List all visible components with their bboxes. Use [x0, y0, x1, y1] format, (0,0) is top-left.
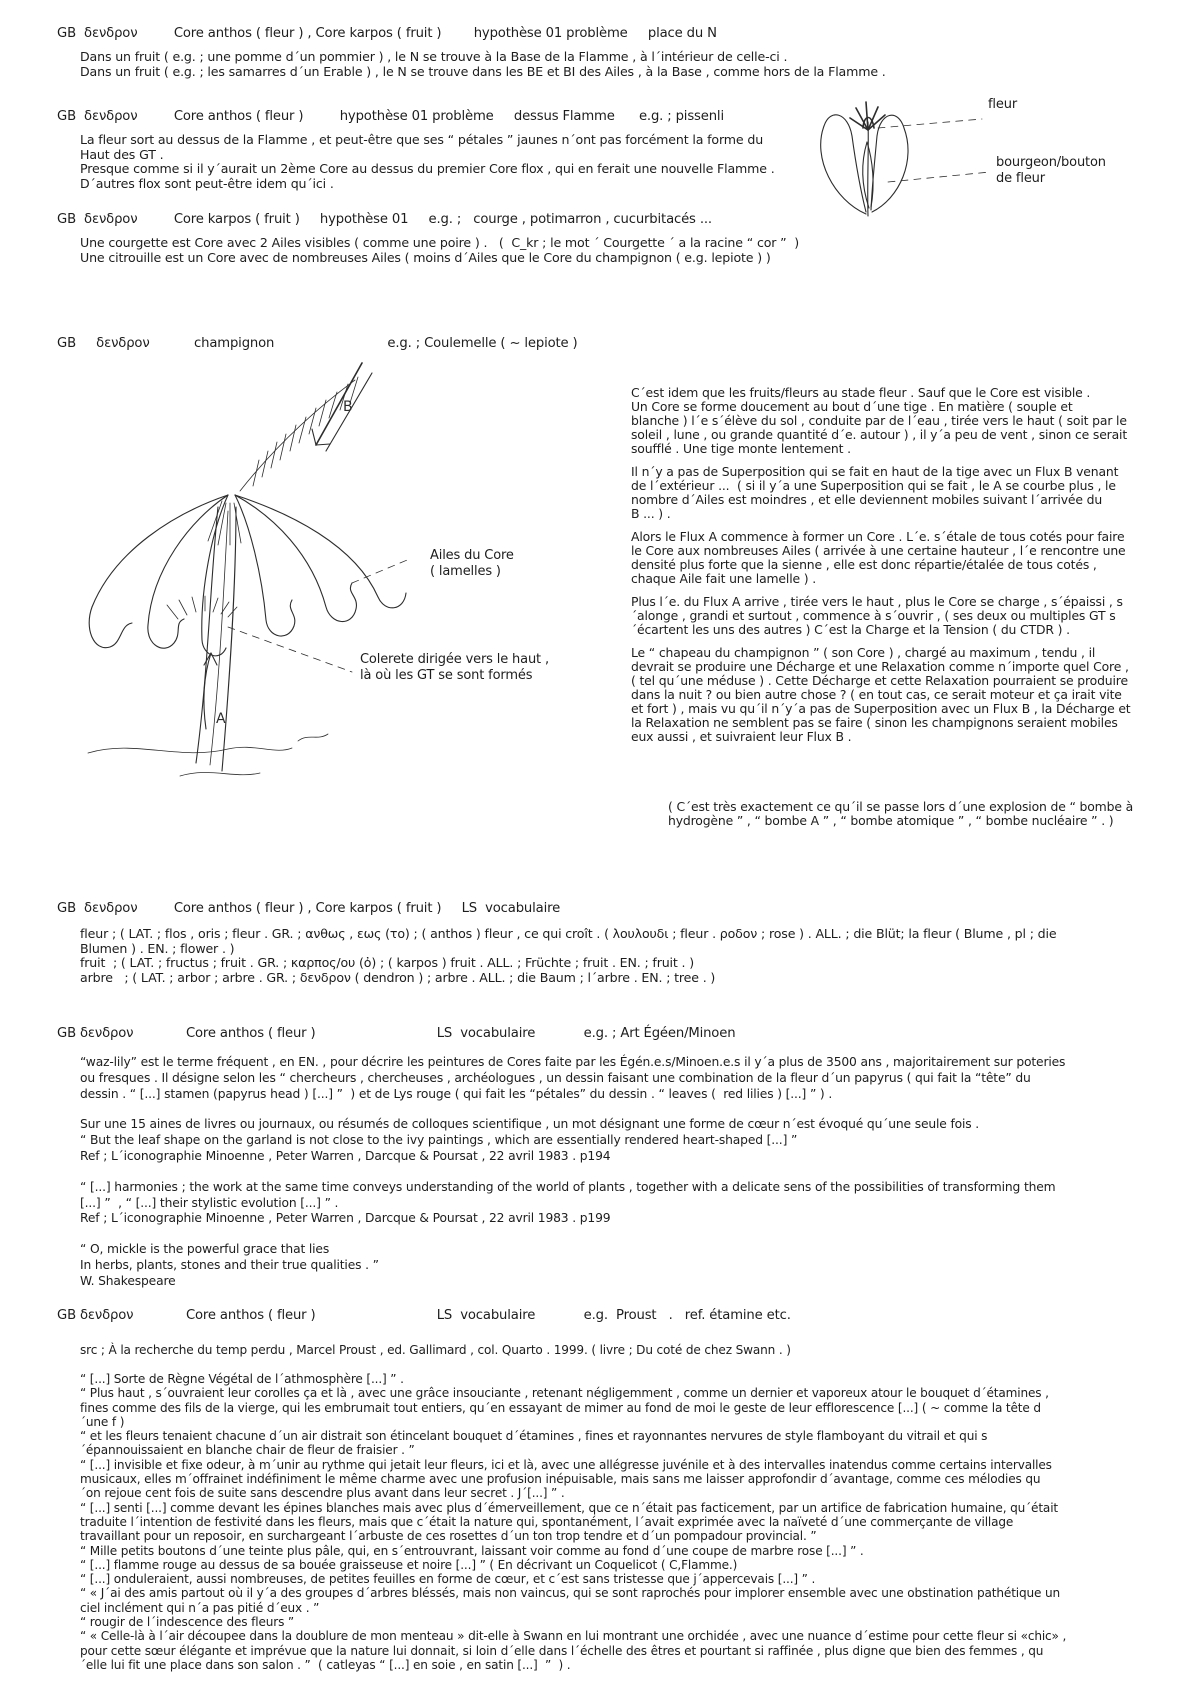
section-vocabulaire-fleur-fruit: [57, 901, 1056, 985]
text-line: ´une f ): [80, 1414, 125, 1429]
bomb-note: [668, 800, 1188, 828]
paragraph: [631, 646, 1183, 744]
text-line: “ [...] onduleraient, aussi nombreuses, de petites feuilles en forme de cœur, et c´est sans tristesse que j´appercevais [...] ” .: [80, 1572, 816, 1587]
leader-colerete: [228, 627, 352, 672]
section-body: [80, 927, 1056, 985]
text-line: ´on rejoue cent fois de suite sans descendre plus avant dans leur secret . J´[...] ” .: [80, 1486, 565, 1501]
text-line: Une citrouille est un Core avec de nombreuses Ailes ( moins d´Ailes que le Core du champignon ( e.g. lepiote ) ): [80, 249, 771, 265]
text-line: ciel inclément qui n´a pas pitié d´eux . ”: [80, 1600, 320, 1615]
flux-b-arrow: [316, 363, 362, 445]
flower-left-leaf: [821, 115, 866, 214]
mushroom-sketch: [60, 345, 600, 790]
proust-quotes: [80, 1372, 1192, 1672]
text-line: D´autres flox sont peut-être idem qu´ici .: [80, 175, 334, 191]
text-line: ´épannouissaient en blanche chair de fleur de fraisier . ”: [80, 1443, 415, 1458]
section-header: GB δενδρον Core anthos ( fleur ) , Core karpos ( fruit ) LS vocabulaire: [57, 901, 561, 916]
cap-lobe-left-inner: [202, 495, 228, 656]
paragraph: [631, 386, 1183, 456]
text-line: eux aussi , et suivraient leur Flux B .: [631, 729, 852, 744]
text-line: dessin . “ [...] stamen (papyrus head ) [...] ” ) et de Lys rouge ( qui fait les “pétales” du dessin . “ leaves ( red lilies ) [...] ” ) .: [80, 1086, 833, 1101]
text-line: Dans un fruit ( e.g. ; une pomme d´un pommier ) , le N se trouve à la Base de la Flamme , à l´intérieur de celle-ci .: [80, 49, 788, 64]
section-place-du-n: [57, 26, 886, 79]
cap-lobe-right-mid: [235, 495, 356, 622]
section-body: [80, 50, 886, 79]
champignon-text-column: [631, 386, 1183, 753]
text-line: “waz-lily” est le terme fréquent , en EN. , pour décrire les peintures de Cores faite par les Égén.e.s/Minoen.e.s il y´a plus de 3500 ans , majoritairement sur poteries: [80, 1055, 1066, 1069]
paragraph: [631, 595, 1183, 637]
mushroom-label-colerete-line2: là où les GT se sont formés: [360, 668, 533, 683]
section-header: GB δενδρον Core karpos ( fruit ) hypothèse 01 e.g. ; courge , potimarron , cucurbitacés ...: [57, 212, 712, 227]
paragraph: [80, 1180, 1065, 1227]
cap-lobe-right-inner: [235, 495, 295, 636]
section-proust: [57, 1308, 791, 1324]
paragraph: [80, 1055, 1065, 1102]
text-line: Alors le Flux A commence à former un Core . L´e. s´étale de tous cotés pour faire: [631, 529, 1125, 544]
text-line: Ref ; L´iconographie Minoenne , Peter Warren , Darcque & Poursat , 22 avril 1983 . p194: [80, 1148, 611, 1163]
text-line: la Relaxation ne semblent pas se faire ( sinon les champignons seraient mobiles: [631, 715, 1118, 730]
leader-fleur: [878, 119, 982, 128]
text-line: Sur une 15 aines de livres ou journaux, ou résumés de colloques scientifique , un mot désignant une forme de cœur n´est évoqué qu´une seule fois .: [80, 1117, 980, 1132]
text-line: musicaux, elles m´offrainet indéfiniment le même charme avec une profusion inépuisable, mais sans me laisser approfondir d´avantage, comme ces mélodies qu: [80, 1472, 1041, 1487]
cap-lobe-left-outer: [89, 495, 228, 648]
text-line: Le “ chapeau du champignon ” ( son Core ) , chargé au maximum , tendu , il: [631, 645, 1096, 660]
text-line: Presque comme si il y´aurait un 2ème Core au dessus du premier Core flox , qui en ferait une nouvelle Flamme .: [80, 161, 775, 177]
text-line: hydrogène ” , “ bombe A ” , “ bombe atomique ” , “ bombe nucléaire ” . ): [668, 813, 1114, 828]
text-line: “ [...] flamme rouge au dessus de sa bouée graisseuse et noire [...] ” ( En décrivant un Coquelicot ( C,Flamme.): [80, 1557, 738, 1572]
section-header: GB δενδρον Core anthos ( fleur ) LS vocabulaire e.g. Proust . ref. étamine etc.: [57, 1308, 791, 1323]
text-line: [...] ” , “ [...] their stylistic evolution [...] ” .: [80, 1195, 339, 1210]
flux-b-label: B: [343, 399, 353, 415]
paragraph: [80, 1117, 1065, 1164]
text-line: fruit ; ( LAT. ; fructus ; fruit . GR. ; καρπος/ου (ὀ) ; ( karpos ) fruit . ALL. ; Früchte ; fruit . EN. ; fruit . ): [80, 955, 695, 971]
text-line: de l´extérieur ... ( si il y´a une Superposition qui se fait , le A se courbe plus , le: [631, 478, 1116, 493]
text-line: Ref ; L´iconographie Minoenne , Peter Warren , Darcque & Poursat , 22 avril 1983 . p199: [80, 1211, 611, 1226]
mushroom-label-ailes-line2: ( lamelles ): [430, 564, 501, 579]
text-line: W. Shakespeare: [80, 1273, 176, 1288]
stem-right-edge: [222, 507, 236, 771]
flux-a-label: A: [216, 711, 226, 727]
section-body: [80, 133, 775, 191]
flower-label-bourgeon-line1: bourgeon/bouton: [996, 155, 1106, 170]
text-line: arbre ; ( LAT. ; arbor ; arbre . GR. ; δενδρον ( dendron ) ; arbre . ALL. ; die Baum ; l´arbre . EN. ; tree . ): [80, 969, 716, 985]
text-line: “ « J´ai des amis partout où il y´a des groupes d´arbres bléssés, mais non vaincus, qui se sont raprochés pour implorer ensemble avec une obstination pathétique un: [80, 1586, 1061, 1601]
text-line: travaillant pour un reposoir, en surchargeant l´arbuste de ces rosettes d´un ton trop tendre et d´un pompadour provincial. ”: [80, 1529, 817, 1544]
flux-b-band: [240, 380, 355, 491]
proust-source: [80, 1343, 1190, 1357]
text-line: “ But the leaf shape on the garland is not close to the ivy paintings , which are essentially rendered heart-shaped [...] ”: [80, 1133, 798, 1148]
text-line: ( tel qu´une méduse ) . Cette Décharge et cette Relaxation pourraient se produire: [631, 673, 1128, 688]
text-line: soleil , lune , ou grande quantité d´e. autour ) , il y´a peu de vent , sinon ce serait: [631, 427, 1128, 442]
text-line: Plus l´e. du Flux A arrive , tirée vers le haut , plus le Core se charge , s´épaissi , s: [631, 594, 1123, 609]
text-line: “ [...] harmonies ; the work at the same time conveys understanding of the world of plants , together with a delicate sens of the possibilities of transforming them: [80, 1179, 1056, 1194]
text-line: “ Mille petits boutons d´une teinte plus pâle, qui, en s´entrouvrant, laissant voir comme au fond d´une coupe de marbre rose [...] ” .: [80, 1543, 864, 1558]
text-line: Blumen ) . EN. ; flower . ): [80, 940, 235, 956]
text-line: blanche ) l´e s´élève du sol , conduite par de l´eau , tirée vers le haut ( soit par le: [631, 413, 1127, 428]
text-line: ´alonge , grandi et surtout , commence à s´ouvrir , ( ses deux ou multiples GT s: [631, 608, 1116, 623]
mushroom-label-colerete-line1: Colerete dirigée vers le haut ,: [360, 652, 549, 667]
section-dessus-flamme: [57, 109, 775, 191]
flux-a-arrow: [204, 653, 211, 729]
text-line: chaque Aile fait une lamelle ) .: [631, 571, 817, 586]
text-line: pour cette sœur élégante et imprévue que la nature lui donnait, si loin d´elle dans l´échelle des êtres et pourtant si raffinée , plus digne que bien des femmes , qu: [80, 1643, 1044, 1658]
text-line: ´elle lui fit une place dans son salon . ” ( catleyas “ [...] en soie , en satin [...] ” ) .: [80, 1657, 571, 1672]
text-line: et fort ) , mais vu qu´il n´y´a pas de Superposition avec un Flux B , la Décharge et: [631, 701, 1131, 716]
section-art-egeen-minoen: [57, 1026, 1065, 1305]
flower-label-fleur: fleur: [988, 97, 1018, 112]
section-header: GB δενδρον champignon e.g. ; Coulemelle ( ~ lepiote ): [57, 336, 578, 351]
text-line: dans la nuit ? ou bien autre chose ? ( en tout cas, ce serait moteur et ça irait vite: [631, 687, 1122, 702]
text-line: Il n´y a pas de Superposition qui se fait en haut de la tige avec un Flux B venant: [631, 464, 1119, 479]
text-line: La fleur sort au dessus de la Flamme , et peut-être que ses “ pétales ” jaunes n´ont pas forcément la forme du: [80, 132, 764, 147]
paragraph: [631, 530, 1183, 586]
text-line: soufflé . Une tige monte lentement .: [631, 441, 851, 456]
text-line: Haut des GT .: [80, 146, 164, 162]
text-line: traduite l´intention de festivité dans les fleurs, mais que c´était la nature qui, spontanément, l´avait exprimée avec la naïveté d´une commerçante de village: [80, 1514, 1014, 1529]
paragraph: [631, 465, 1183, 521]
text-line: “ et les fleurs tenaient chacune d´un air distrait son étincelant bouquet d´étamines , fines et rayonnantes nervures de style flamboyant du vitrail et qui s: [80, 1429, 988, 1444]
section-header: GB δενδρον Core anthos ( fleur ) hypothèse 01 problème dessus Flamme e.g. ; pissenli: [57, 109, 724, 124]
text-line: C´est idem que les fruits/fleurs au stade fleur . Sauf que le Core est visible .: [631, 385, 1091, 400]
text-line: “ O, mickle is the powerful grace that lies: [80, 1242, 330, 1257]
text-line: In herbs, plants, stones and their true qualities . ”: [80, 1257, 379, 1272]
text-line: fleur ; ( LAT. ; flos , oris ; fleur . GR. ; ανθως , εως (το) ; ( anthos ) fleur , ce qui croît . ( λουλουδι ; fleur . ροδον ; rose ) . ALL. ; die Blüt; la fleur ( Blume , pl ; die: [80, 926, 1057, 941]
text-line: ( C´est très exactement ce qu´il se passe lors d´une explosion de “ bombe à: [668, 799, 1134, 814]
text-line: le Core aux nombreuses Ailes ( arrivée à une certaine hauteur , l´e rencontre une: [631, 543, 1126, 558]
text-line: “ Plus haut , s´ouvraient leur corolles ça et là , avec une grâce insouciante , retenant négligemment , comme un dernier et vaporeux atour le bouquet d´étamines ,: [80, 1386, 1049, 1401]
section-body: [80, 236, 799, 265]
text-line: “ « Celle-là à l´air découpee dans la doublure de mon menteau » dit-elle à Swann en lui montrant une orchidée , avec une nuance d´estime pour cette fleur si «chic» ,: [80, 1629, 1067, 1644]
section-header: GB δενδρον Core anthos ( fleur ) LS vocabulaire e.g. ; Art Égéen/Minoen: [57, 1026, 736, 1041]
text-line: ´écartent les uns des autres ) C´est la Charge et la Tension ( du CTDR ) .: [631, 622, 1070, 637]
section-core-karpos: [57, 212, 799, 265]
text-line: fines comme des fils de la vierge, qui les embrumait tout entiers, qu´en essayant de mimer au fond de moi le geste de leur efflorescence [...] ( ~ comme la tête d: [80, 1400, 1041, 1415]
text-line: B ... ) .: [631, 506, 671, 521]
section-header: GB δενδρον Core anthos ( fleur ) , Core karpos ( fruit ) hypothèse 01 problème place du N: [57, 26, 717, 41]
text-line: Un Core se forme doucement au bout d´une tige . En matière ( souple et: [631, 399, 1073, 414]
text-line: “ [...] invisible et fixe odeur, à m´unir au rythme qui jetait leur fleurs, ici et là, avec une allégresse juvénile et à des intervalles inatendus comme certains intervalles: [80, 1457, 1052, 1472]
text-line: Dans un fruit ( e.g. ; les samarres d´un Erable ) , le N se trouve dans les BE et BI des Ailes , à la Base , comme hors de la Flamme .: [80, 63, 886, 79]
ground-line: [88, 747, 292, 753]
flower-right-leaf: [871, 115, 908, 212]
text-line: ou fresques . Il désigne selon les “ chercheurs , chercheuses , archéologues , un dessin faisant une combination de la fleur d´un papyrus ( qui fait la “tête” du: [80, 1070, 1031, 1085]
text-line: “ rougir de l´indescence des fleurs ”: [80, 1615, 295, 1630]
paragraph: [80, 1242, 1065, 1289]
text-line: “ [...] senti [...] comme devant les épines blanches mais avec plus d´émerveillement, que ce n´était pas facticement, par un artifice de fabrication humaine, qu´était: [80, 1500, 1058, 1515]
text-line: devrait se produire une Décharge et une Relaxation comme n´importe quel Core ,: [631, 659, 1129, 674]
mushroom-label-ailes-line1: Ailes du Core: [430, 548, 514, 563]
flower-stem: [868, 122, 869, 216]
text-line: densité plus forte que la sienne , elle est donc répartie/étalée de tous cotés ,: [631, 557, 1097, 572]
text-line: nombre d´Ailes est moindres , et elle deviennent mobiles suivant l´arrivée du: [631, 492, 1103, 507]
text-line: “ [...] Sorte de Règne Végétal de l´athmosphère [...] ” .: [80, 1372, 404, 1386]
section-body: [80, 1055, 1065, 1290]
flower-label-bourgeon-line2: de fleur: [996, 171, 1045, 186]
text-line: src ; À la recherche du temp perdu , Marcel Proust , ed. Gallimard , col. Quarto . 1999. ( livre ; Du coté de chez Swann . ): [80, 1343, 791, 1357]
text-line: Une courgette est Core avec 2 Ailes visibles ( comme une poire ) . ( C_kr ; le mot ´ Courgette ´ a la racine “ cor ” ): [80, 235, 799, 250]
stem-left-edge: [196, 507, 218, 763]
